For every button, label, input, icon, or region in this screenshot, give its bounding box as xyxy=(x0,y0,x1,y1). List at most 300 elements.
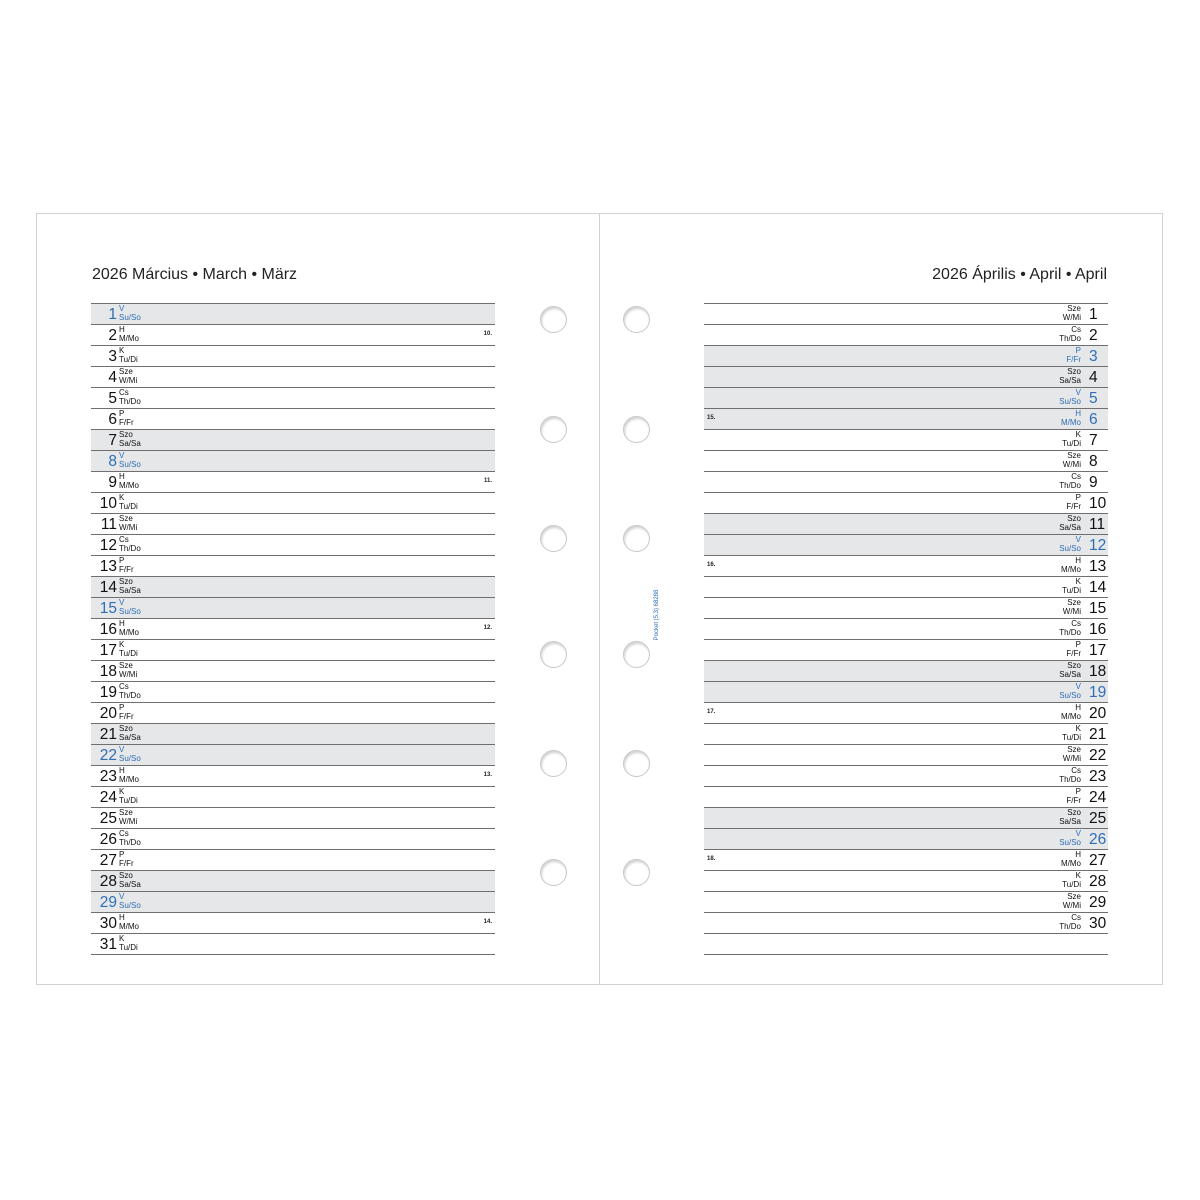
day-row[interactable] xyxy=(704,346,1108,367)
binder-hole xyxy=(540,859,567,886)
binder-hole xyxy=(540,306,567,333)
day-row[interactable] xyxy=(91,892,495,913)
weekday-abbr xyxy=(1059,515,1081,532)
weekday-abbr xyxy=(119,746,141,763)
day-row[interactable] xyxy=(91,871,495,892)
day-row[interactable] xyxy=(704,388,1108,409)
day-row[interactable] xyxy=(91,577,495,598)
weekday-hu: H xyxy=(1075,703,1081,712)
weekday-hu: V xyxy=(119,892,125,901)
day-number: 4 xyxy=(1089,369,1098,386)
weekday-en-de: Th/Do xyxy=(1059,333,1081,343)
week-number: 11. xyxy=(483,478,492,484)
day-number: 24 xyxy=(99,789,117,806)
day-row[interactable] xyxy=(91,829,495,850)
weekday-hu: Cs xyxy=(1071,619,1081,628)
weekday-hu: Sze xyxy=(1067,598,1081,607)
binder-hole xyxy=(623,306,650,333)
month-title: 2026 Április • April • April xyxy=(932,266,1107,283)
day-row[interactable] xyxy=(91,304,495,325)
weekday-hu: Szo xyxy=(1067,514,1081,523)
day-number: 2 xyxy=(1089,327,1098,344)
day-number: 27 xyxy=(99,852,117,869)
day-row[interactable] xyxy=(704,472,1108,493)
weekday-hu: Cs xyxy=(119,388,129,397)
day-number: 31 xyxy=(99,936,117,953)
weekday-hu: K xyxy=(119,493,125,502)
day-number: 22 xyxy=(1089,747,1107,764)
weekday-en-de: Tu/Di xyxy=(119,795,138,805)
weekday-abbr xyxy=(1059,326,1081,343)
day-row[interactable] xyxy=(91,430,495,451)
day-row[interactable] xyxy=(704,409,1108,430)
weekday-abbr xyxy=(119,809,137,826)
week-number: 16. xyxy=(707,562,716,568)
weekday-en-de: M/Mo xyxy=(119,774,139,784)
day-number: 7 xyxy=(1089,432,1098,449)
weekday-en-de: Tu/Di xyxy=(119,648,138,658)
weekday-en-de: M/Mo xyxy=(119,480,139,490)
week-number: 12. xyxy=(483,625,492,631)
weekday-en-de: Su/So xyxy=(119,459,141,469)
day-number: 2 xyxy=(108,327,117,344)
weekday-en-de: Su/So xyxy=(1059,837,1081,847)
day-row[interactable] xyxy=(704,556,1108,577)
day-row[interactable] xyxy=(91,325,495,346)
day-number: 4 xyxy=(108,369,117,386)
weekday-hu: V xyxy=(119,745,125,754)
weekday-en-de: W/Mi xyxy=(1062,753,1081,763)
day-row[interactable] xyxy=(704,325,1108,346)
weekday-abbr xyxy=(1061,704,1081,721)
day-number: 1 xyxy=(1089,306,1098,323)
left-page xyxy=(36,213,599,985)
day-row[interactable] xyxy=(704,367,1108,388)
weekday-hu: Cs xyxy=(1071,766,1081,775)
day-row[interactable] xyxy=(704,745,1108,766)
day-row[interactable] xyxy=(91,619,495,640)
day-row[interactable] xyxy=(91,472,495,493)
weekday-en-de: Su/So xyxy=(119,606,141,616)
weekday-hu: P xyxy=(119,556,125,565)
weekday-abbr xyxy=(1066,347,1081,364)
weekday-abbr xyxy=(119,557,134,574)
weekday-en-de: Su/So xyxy=(1059,396,1081,406)
day-row[interactable] xyxy=(704,934,1108,955)
weekday-abbr xyxy=(1059,830,1081,847)
weekday-abbr xyxy=(119,305,141,322)
day-row[interactable] xyxy=(704,766,1108,787)
weekday-en-de: Su/So xyxy=(119,312,141,322)
weekday-hu: Sze xyxy=(119,514,133,523)
day-number: 13 xyxy=(1089,558,1107,575)
weekday-abbr xyxy=(1059,662,1081,679)
day-number: 30 xyxy=(1089,915,1107,932)
weekday-abbr xyxy=(119,767,139,784)
weekday-abbr xyxy=(119,599,141,616)
weekday-abbr xyxy=(119,368,137,385)
day-row[interactable] xyxy=(704,577,1108,598)
weekday-hu: Sze xyxy=(1067,745,1081,754)
weekday-en-de: Th/Do xyxy=(1059,774,1081,784)
weekday-en-de: Sa/Sa xyxy=(1059,669,1081,679)
day-row[interactable] xyxy=(91,850,495,871)
day-number: 8 xyxy=(108,453,117,470)
day-row[interactable] xyxy=(704,430,1108,451)
weekday-hu: H xyxy=(1075,409,1081,418)
weekday-abbr xyxy=(1059,914,1081,931)
binder-hole xyxy=(540,525,567,552)
day-number: 6 xyxy=(108,411,117,428)
weekday-hu: K xyxy=(119,787,125,796)
weekday-hu: Szo xyxy=(119,871,133,880)
weekday-en-de: F/Fr xyxy=(1066,501,1081,511)
weekday-abbr xyxy=(1059,683,1081,700)
weekday-hu: H xyxy=(119,766,125,775)
weekday-en-de: M/Mo xyxy=(119,921,139,931)
day-row[interactable] xyxy=(704,724,1108,745)
day-row[interactable] xyxy=(91,745,495,766)
weekday-hu: Sze xyxy=(119,661,133,670)
weekday-hu: K xyxy=(1075,577,1081,586)
weekday-abbr xyxy=(1062,872,1081,889)
day-row[interactable] xyxy=(91,451,495,472)
weekday-en-de: W/Mi xyxy=(119,816,138,826)
binder-hole xyxy=(540,750,567,777)
weekday-hu: Cs xyxy=(119,829,129,838)
weekday-abbr xyxy=(119,410,134,427)
day-number: 27 xyxy=(1089,852,1107,869)
day-row[interactable] xyxy=(91,661,495,682)
week-number: 17. xyxy=(707,709,716,715)
day-row[interactable] xyxy=(704,787,1108,808)
day-number: 16 xyxy=(99,621,117,638)
weekday-hu: V xyxy=(1075,829,1081,838)
weekday-abbr xyxy=(119,578,141,595)
day-row[interactable] xyxy=(91,556,495,577)
day-number: 17 xyxy=(99,642,117,659)
weekday-hu: H xyxy=(119,913,125,922)
weekday-abbr xyxy=(1059,620,1081,637)
weekday-abbr xyxy=(1063,746,1081,763)
day-number: 25 xyxy=(99,810,117,827)
weekday-hu: V xyxy=(119,451,125,460)
weekday-abbr xyxy=(119,536,141,553)
weekday-en-de: F/Fr xyxy=(119,711,134,721)
weekday-hu: Cs xyxy=(119,682,129,691)
weekday-abbr xyxy=(1062,578,1081,595)
weekday-abbr xyxy=(119,662,137,679)
weekday-abbr xyxy=(1062,431,1081,448)
week-number: 13. xyxy=(483,772,492,778)
day-number: 26 xyxy=(1089,831,1107,848)
weekday-hu: P xyxy=(1075,346,1081,355)
weekday-hu: K xyxy=(119,934,125,943)
weekday-abbr xyxy=(1059,536,1081,553)
day-number: 5 xyxy=(108,390,117,407)
weekday-hu: P xyxy=(1075,787,1081,796)
weekday-en-de: M/Mo xyxy=(119,627,139,637)
weekday-en-de: F/Fr xyxy=(1066,648,1081,658)
day-number: 21 xyxy=(99,726,117,743)
weekday-abbr xyxy=(1061,410,1081,427)
product-code: Pocket (5.3) 68288 xyxy=(654,589,660,641)
day-row[interactable] xyxy=(91,346,495,367)
weekday-en-de: F/Fr xyxy=(1066,795,1081,805)
weekday-abbr xyxy=(119,851,134,868)
weekday-abbr xyxy=(119,683,141,700)
day-number: 23 xyxy=(99,768,117,785)
weekday-hu: Sze xyxy=(119,808,133,817)
day-row[interactable] xyxy=(704,871,1108,892)
day-row[interactable] xyxy=(91,913,495,934)
weekday-hu: P xyxy=(119,703,125,712)
day-number: 10 xyxy=(99,495,117,512)
weekday-en-de: F/Fr xyxy=(119,417,134,427)
weekday-en-de: Tu/Di xyxy=(119,942,138,952)
weekday-hu: Sze xyxy=(1067,451,1081,460)
weekday-hu: H xyxy=(119,472,125,481)
weekday-en-de: Th/Do xyxy=(1059,921,1081,931)
weekday-abbr xyxy=(1063,893,1081,910)
day-row[interactable] xyxy=(91,787,495,808)
day-row[interactable] xyxy=(704,514,1108,535)
day-number: 29 xyxy=(99,894,117,911)
weekday-abbr xyxy=(119,620,139,637)
day-number: 30 xyxy=(99,915,117,932)
day-number: 3 xyxy=(108,348,117,365)
weekday-en-de: F/Fr xyxy=(119,858,134,868)
weekday-abbr xyxy=(119,914,139,931)
day-number: 6 xyxy=(1089,411,1098,428)
weekday-hu: H xyxy=(119,619,125,628)
day-row[interactable] xyxy=(704,535,1108,556)
weekday-en-de: Su/So xyxy=(119,900,141,910)
day-row[interactable] xyxy=(704,493,1108,514)
weekday-hu: Szo xyxy=(1067,367,1081,376)
weekday-abbr xyxy=(119,452,141,469)
day-row[interactable] xyxy=(91,703,495,724)
binder-hole xyxy=(540,416,567,443)
weekday-abbr xyxy=(1062,725,1081,742)
weekday-en-de: Th/Do xyxy=(1059,627,1081,637)
day-rows xyxy=(704,303,1108,955)
day-number: 12 xyxy=(99,537,117,554)
weekday-abbr xyxy=(1066,494,1081,511)
day-row[interactable] xyxy=(704,451,1108,472)
day-number: 19 xyxy=(1089,684,1107,701)
weekday-abbr xyxy=(1063,452,1081,469)
day-number: 20 xyxy=(1089,705,1107,722)
weekday-hu: Sze xyxy=(119,367,133,376)
day-row[interactable] xyxy=(91,934,495,955)
weekday-en-de: F/Fr xyxy=(1066,354,1081,364)
day-number: 25 xyxy=(1089,810,1107,827)
day-row[interactable] xyxy=(91,766,495,787)
weekday-en-de: W/Mi xyxy=(119,669,138,679)
binder-hole xyxy=(623,750,650,777)
day-row[interactable] xyxy=(91,367,495,388)
weekday-hu: H xyxy=(1075,850,1081,859)
weekday-hu: P xyxy=(1075,640,1081,649)
weekday-en-de: Tu/Di xyxy=(119,501,138,511)
weekday-hu: Cs xyxy=(1071,325,1081,334)
weekday-en-de: Tu/Di xyxy=(1062,732,1081,742)
weekday-en-de: Sa/Sa xyxy=(1059,375,1081,385)
weekday-en-de: W/Mi xyxy=(1062,606,1081,616)
weekday-hu: Sze xyxy=(1067,892,1081,901)
weekday-hu: Szo xyxy=(119,724,133,733)
weekday-hu: Szo xyxy=(119,577,133,586)
day-row[interactable] xyxy=(91,598,495,619)
binder-hole xyxy=(623,525,650,552)
day-number: 28 xyxy=(1089,873,1107,890)
weekday-hu: Cs xyxy=(1071,472,1081,481)
day-number: 17 xyxy=(1089,642,1107,659)
day-row[interactable] xyxy=(704,892,1108,913)
weekday-abbr xyxy=(119,893,141,910)
weekday-hu: P xyxy=(119,850,125,859)
day-number: 9 xyxy=(108,474,117,491)
day-row[interactable] xyxy=(91,514,495,535)
weekday-hu: V xyxy=(1075,535,1081,544)
weekday-abbr xyxy=(1063,305,1081,322)
week-number: 15. xyxy=(707,415,716,421)
weekday-en-de: Su/So xyxy=(1059,690,1081,700)
weekday-en-de: Sa/Sa xyxy=(119,438,141,448)
day-number: 11 xyxy=(1089,516,1106,533)
weekday-en-de: Tu/Di xyxy=(1062,438,1081,448)
day-row[interactable] xyxy=(704,304,1108,325)
weekday-abbr xyxy=(119,347,138,364)
day-number: 20 xyxy=(99,705,117,722)
day-row[interactable] xyxy=(704,808,1108,829)
weekday-hu: K xyxy=(119,640,125,649)
weekday-hu: H xyxy=(119,325,125,334)
weekday-en-de: Sa/Sa xyxy=(119,879,141,889)
weekday-hu: Szo xyxy=(1067,808,1081,817)
weekday-en-de: F/Fr xyxy=(119,564,134,574)
day-number: 21 xyxy=(1089,726,1107,743)
weekday-en-de: W/Mi xyxy=(119,375,138,385)
day-row[interactable] xyxy=(704,640,1108,661)
month-title: 2026 Március • March • März xyxy=(92,266,298,283)
day-row[interactable] xyxy=(704,913,1108,934)
day-row[interactable] xyxy=(704,703,1108,724)
weekday-en-de: W/Mi xyxy=(1062,312,1081,322)
day-row[interactable] xyxy=(91,808,495,829)
weekday-en-de: Th/Do xyxy=(119,396,141,406)
day-number: 16 xyxy=(1089,621,1107,638)
weekday-hu: Sze xyxy=(1067,304,1081,313)
day-number: 14 xyxy=(99,579,117,596)
day-number: 18 xyxy=(1089,663,1107,680)
day-row[interactable] xyxy=(91,724,495,745)
weekday-en-de: Tu/Di xyxy=(1062,585,1081,595)
weekday-abbr xyxy=(119,515,137,532)
weekday-en-de: Th/Do xyxy=(119,690,141,700)
day-number: 24 xyxy=(1089,789,1107,806)
weekday-en-de: M/Mo xyxy=(1061,711,1081,721)
right-page xyxy=(599,213,1163,985)
weekday-en-de: M/Mo xyxy=(1061,564,1081,574)
day-row[interactable] xyxy=(704,829,1108,850)
day-row[interactable] xyxy=(91,409,495,430)
day-row[interactable] xyxy=(91,388,495,409)
weekday-en-de: W/Mi xyxy=(1062,900,1081,910)
week-number: 10. xyxy=(483,331,492,337)
day-row[interactable] xyxy=(704,619,1108,640)
day-row[interactable] xyxy=(704,598,1108,619)
day-row[interactable] xyxy=(91,535,495,556)
weekday-abbr xyxy=(1059,389,1081,406)
weekday-abbr xyxy=(1059,809,1081,826)
weekday-abbr xyxy=(1061,851,1081,868)
weekday-hu: V xyxy=(119,304,125,313)
weekday-hu: K xyxy=(1075,871,1081,880)
weekday-abbr xyxy=(119,473,139,490)
weekday-en-de: Sa/Sa xyxy=(1059,816,1081,826)
day-number: 18 xyxy=(99,663,117,680)
day-row[interactable] xyxy=(704,850,1108,871)
weekday-en-de: Sa/Sa xyxy=(119,732,141,742)
weekday-hu: Cs xyxy=(1071,913,1081,922)
day-row[interactable] xyxy=(704,661,1108,682)
day-row[interactable] xyxy=(91,640,495,661)
day-row[interactable] xyxy=(91,682,495,703)
day-rows xyxy=(91,303,495,955)
day-number: 15 xyxy=(99,600,117,617)
binder-hole xyxy=(623,416,650,443)
weekday-abbr xyxy=(119,641,138,658)
weekday-abbr xyxy=(1063,599,1081,616)
weekday-abbr xyxy=(119,326,139,343)
weekday-hu: K xyxy=(119,346,125,355)
weekday-hu: V xyxy=(119,598,125,607)
weekday-abbr xyxy=(119,431,141,448)
weekday-abbr xyxy=(1066,641,1081,658)
weekday-en-de: M/Mo xyxy=(1061,417,1081,427)
weekday-abbr xyxy=(119,725,141,742)
weekday-hu: K xyxy=(1075,430,1081,439)
weekday-en-de: Th/Do xyxy=(119,543,141,553)
weekday-en-de: Su/So xyxy=(1059,543,1081,553)
day-number: 8 xyxy=(1089,453,1098,470)
day-number: 22 xyxy=(99,747,117,764)
weekday-en-de: Tu/Di xyxy=(1062,879,1081,889)
day-row[interactable] xyxy=(704,682,1108,703)
week-number: 18. xyxy=(707,856,716,862)
weekday-en-de: Tu/Di xyxy=(119,354,138,364)
day-number: 3 xyxy=(1089,348,1098,365)
binder-hole xyxy=(623,641,650,668)
day-number: 19 xyxy=(99,684,117,701)
weekday-abbr xyxy=(119,788,138,805)
day-number: 9 xyxy=(1089,474,1098,491)
day-row[interactable] xyxy=(91,493,495,514)
weekday-abbr xyxy=(1066,788,1081,805)
day-number: 28 xyxy=(99,873,117,890)
weekday-hu: P xyxy=(1075,493,1081,502)
day-number: 1 xyxy=(108,306,117,323)
weekday-abbr xyxy=(119,935,138,952)
weekday-abbr xyxy=(119,389,141,406)
weekday-en-de: Th/Do xyxy=(1059,480,1081,490)
weekday-abbr xyxy=(1061,557,1081,574)
day-number: 23 xyxy=(1089,768,1107,785)
weekday-en-de: M/Mo xyxy=(1061,858,1081,868)
weekday-en-de: Sa/Sa xyxy=(119,585,141,595)
